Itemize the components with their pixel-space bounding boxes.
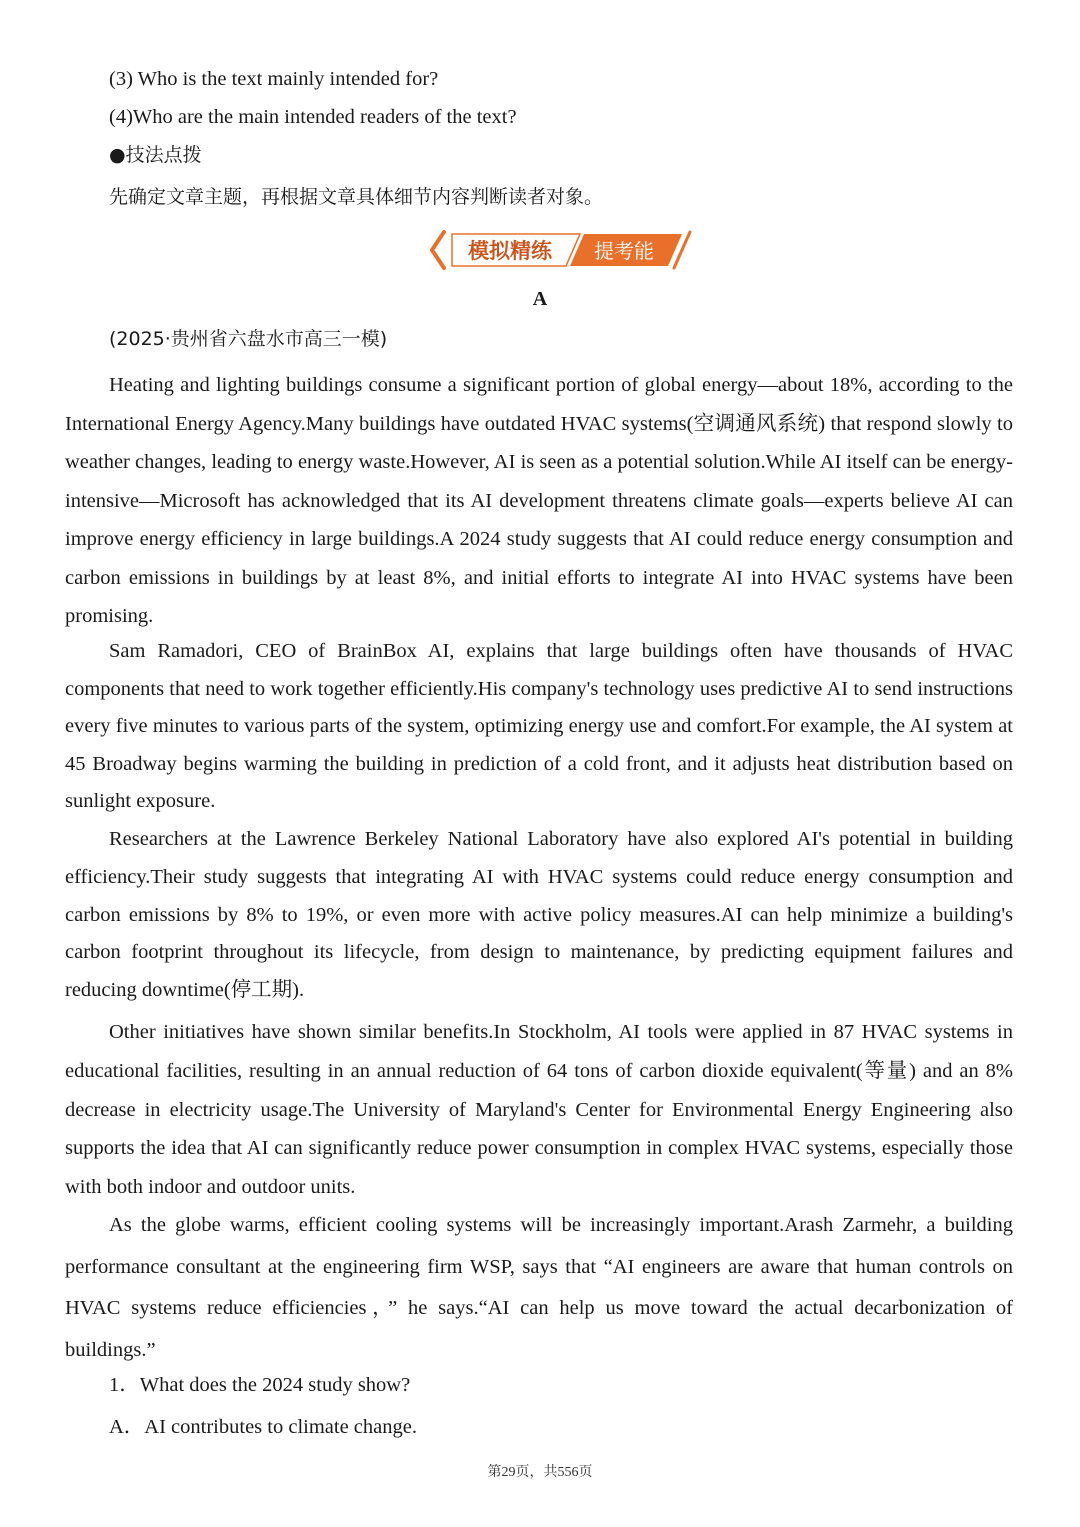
banner-graphic xyxy=(428,228,692,272)
paragraph-2: Sam Ramadori, CEO of BrainBox AI, explains that large buildings often have thousands of HVAC components that need to work together efficiently.His company's technology uses predictive AI to send instructions every five minutes to various parts of the system, optimizing energy use and comfort.For example, the AI system at 45 Broadway begins warming the building in prediction of a cold front, and it adjusts heat distribution based on sunlight exposure. xyxy=(65,640,1013,813)
left-chevron-icon xyxy=(432,232,444,268)
question-1-option-a: A．AI contributes to climate change. xyxy=(109,1416,417,1438)
paragraph-5: As the globe warms, efficient cooling systems will be increasingly important.Arash Zarmehr, a building performance consultant at the engineering firm WSP, says that “AI engineers are aware that human controls on HVAC systems reduce efficiencies，” he says.“AI can help us move toward the actual decarbonization of buildings.” xyxy=(65,1214,1013,1361)
paragraph-3: Researchers at the Lawrence Berkeley National Laboratory have also explored AI's potential in building efficiency.Their study suggests that integrating AI with HVAC systems could reduce energy consumption and carbon emissions by 8% to 19%, or even more with active policy measures.AI can help minimize a building's carbon footprint throughout its lifecycle, from design to maintenance, by predicting equipment failures and reducing downtime(停工期). xyxy=(65,828,1013,1002)
passage-label: A xyxy=(532,288,548,310)
paragraph-4: Other initiatives have shown similar benefits.In Stockholm, AI tools were applied in 87 HVAC systems in educational facilities, resulting in an annual reduction of 64 tons of carbon dioxide equivalent(等量) and an 8% decrease in electricity usage.The University of Maryland's Center for Environmental Energy Engineering also supports the idea that AI can significantly reduce power consumption in complex HVAC systems, especially those with both indoor and outdoor units. xyxy=(65,1021,1013,1199)
page-footer: 第29页，共556页 xyxy=(487,1465,593,1480)
tip-heading: ●技法点拨 xyxy=(109,144,202,166)
banner-left-text: 模拟精练 xyxy=(468,239,552,263)
banner-right-text: 提考能 xyxy=(594,239,654,263)
question-4-line: (4)Who are the main intended readers of the text? xyxy=(109,106,517,128)
section-banner xyxy=(428,228,692,272)
paragraph-1: Heating and lighting buildings consume a significant portion of global energy—about 18%, according to the International Energy Agency.Many buildings have outdated HVAC systems(空调通风系统) that respond slowly to weather changes, leading to energy waste.However, AI is seen as a potential solution.While AI itself can be energy-intensive—Microsoft has acknowledged that its AI development threatens climate goals—experts believe AI can improve energy efficiency in large buildings.A 2024 study suggests that AI could reduce energy consumption and carbon emissions in buildings by at least 8%, and initial efforts to integrate AI into HVAC systems have been promising. xyxy=(65,374,1013,627)
question-1-stem: 1．What does the 2024 study show? xyxy=(109,1374,411,1396)
passage-source: (2025·贵州省六盘水市高三一模) xyxy=(109,328,388,350)
question-3-line: (3) Who is the text mainly intended for? xyxy=(109,68,439,90)
tip-text: 先确定文章主题，再根据文章具体细节内容判断读者对象。 xyxy=(109,186,604,208)
